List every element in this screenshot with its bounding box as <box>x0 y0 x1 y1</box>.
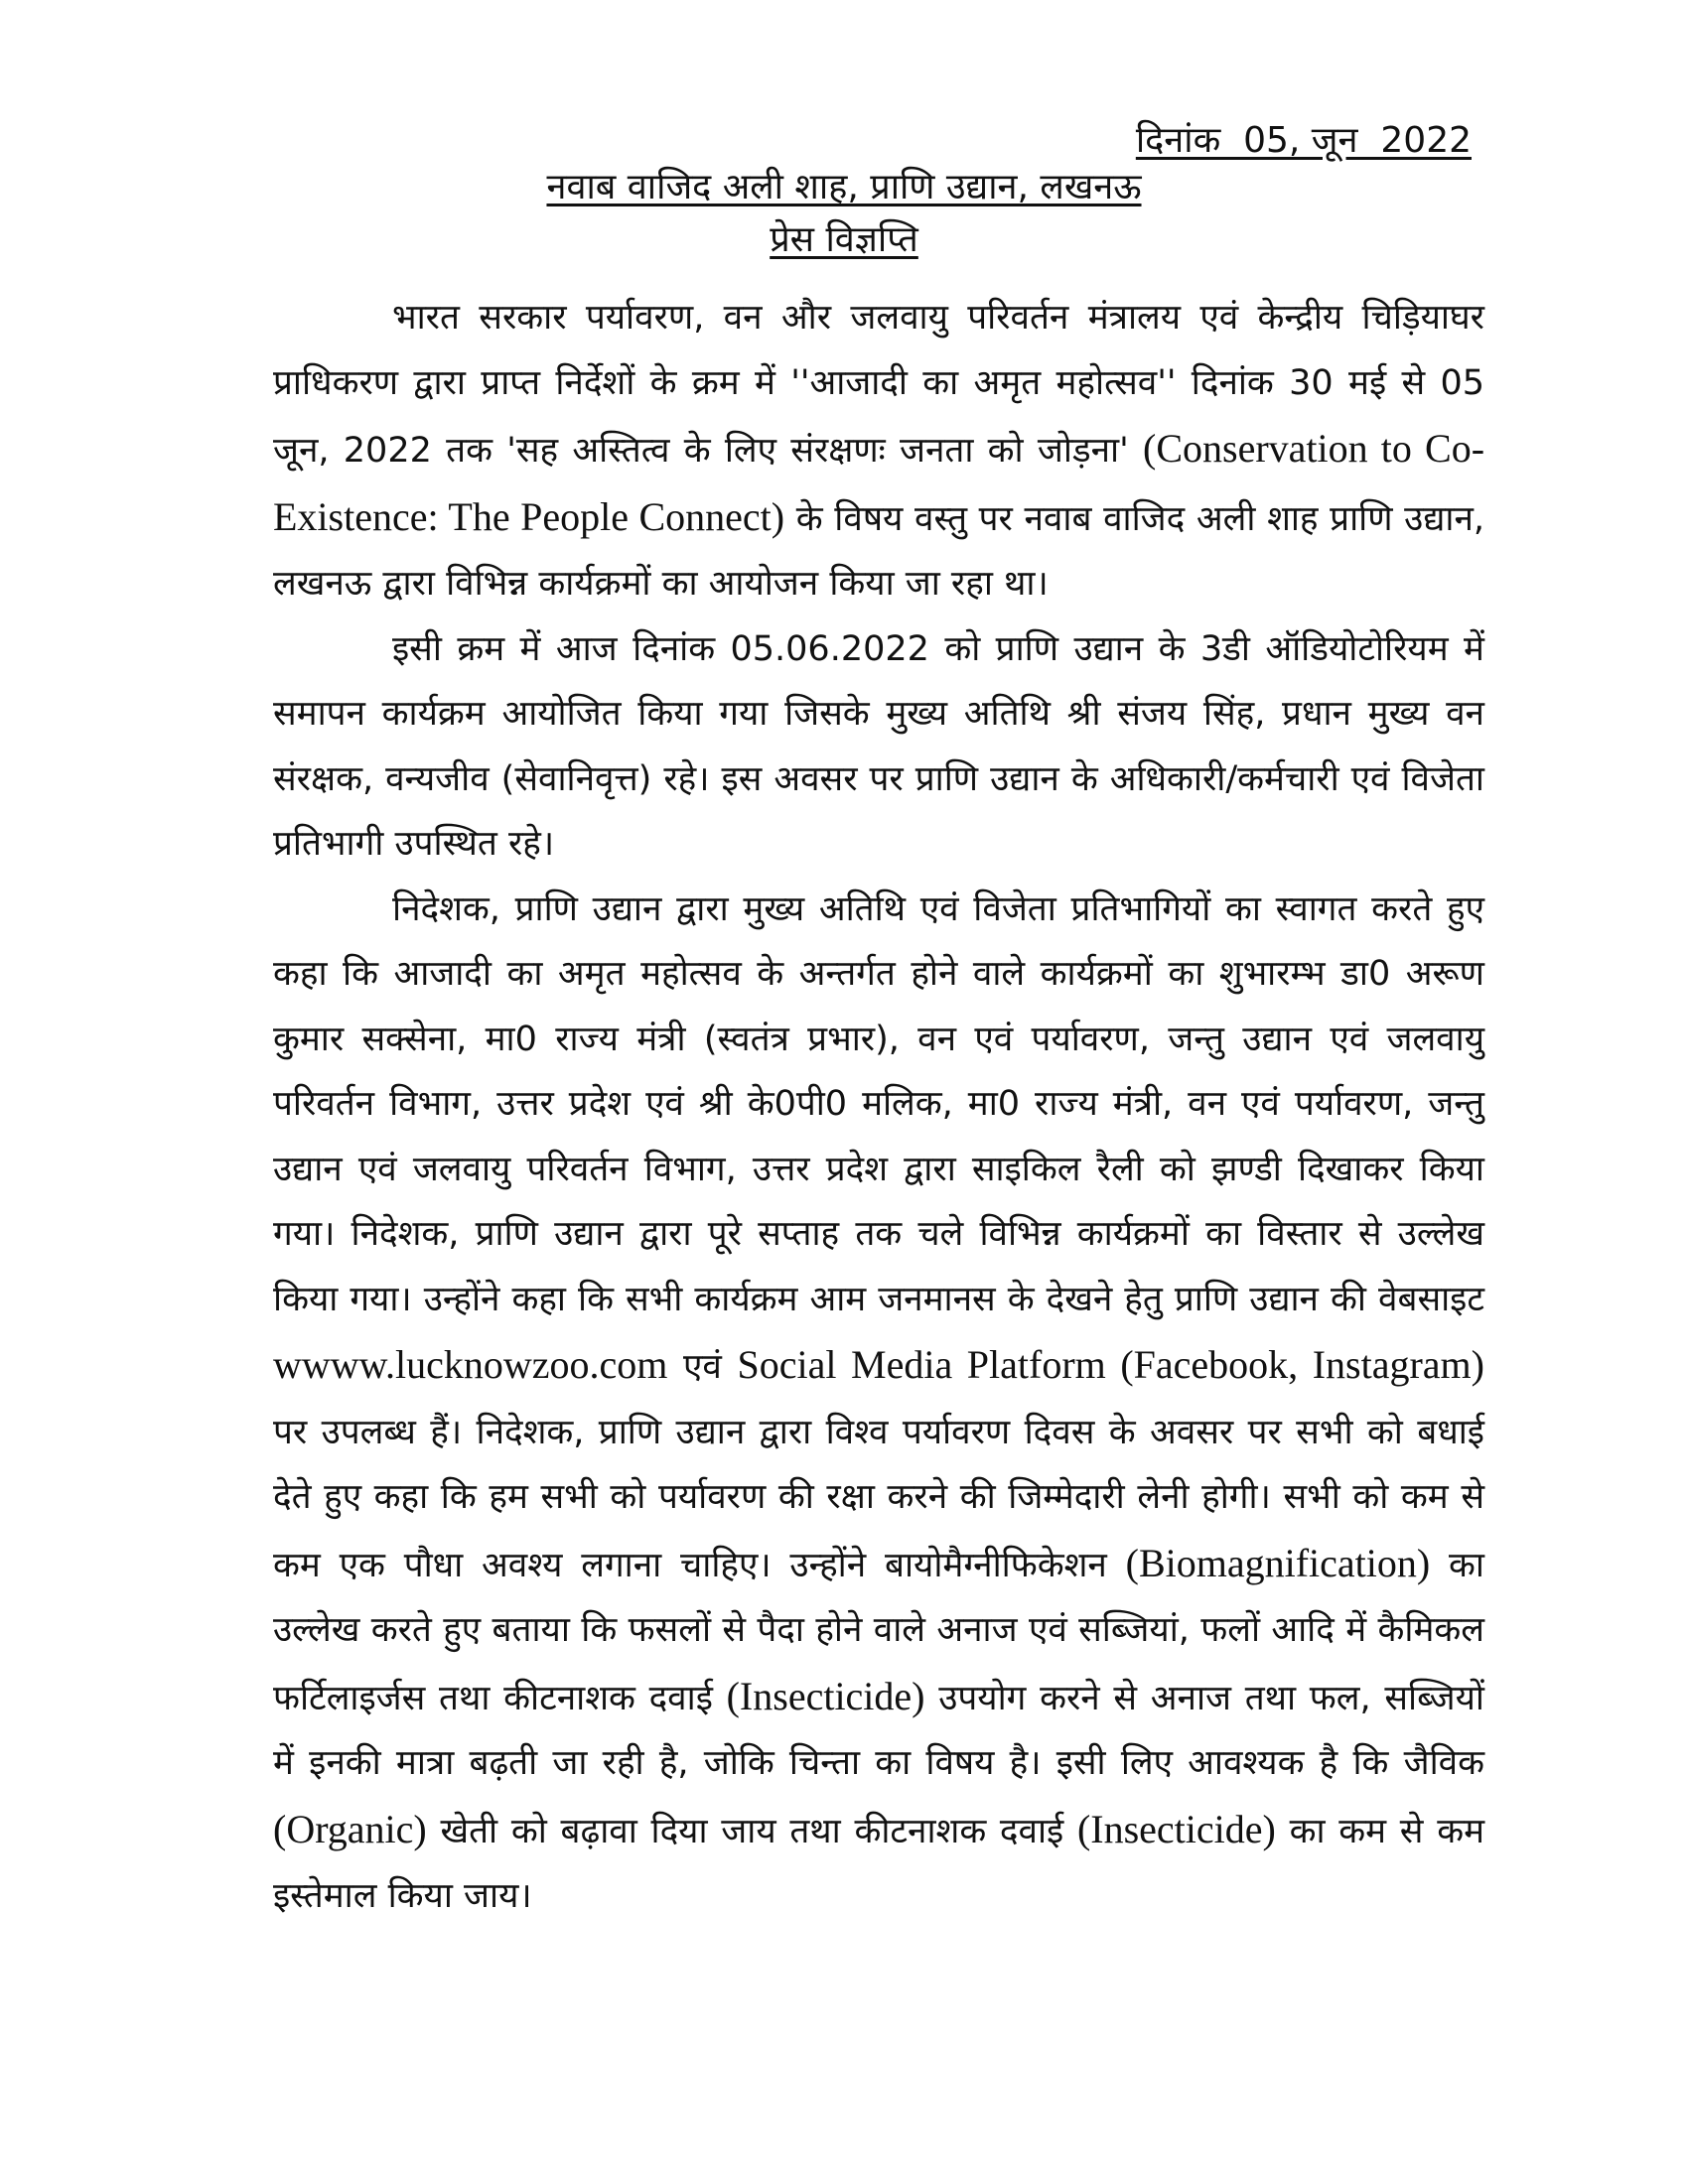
paragraph-1-english-theme: (Conservation to Co-Existence: The People Connect) <box>273 426 1485 539</box>
paragraph-2: इसी क्रम में आज दिनांक 05.06.2022 को प्राणि उद्यान के 3डी ऑडियोटोरियम में समापन कार्यक्रम आयोजित किया गया जिसके मुख्य अतिथि श्री संजय सिंह, प्रधान मुख्य वन संरक्षक, वन्यजीव (सेवानिवृत्त) रहे। इस अवसर पर प्राणि उद्यान के अधिकारी/कर्मचारी एवं विजेता प्रतिभागी उपस्थित रहे। <box>273 628 1484 864</box>
paragraph-3-text-d: का उल्लेख करते हुए बताया कि फसलों से पैदा होने वाले अनाज एवं सब्जियां, फलों आदि में कैमिकल फर्टिलाइर्जस तथा कीटनाशक दवाई <box>273 1545 1484 1718</box>
release-body <box>273 286 1484 1930</box>
paragraph-3-text-e: उपयोग करने से अनाज तथा फल, सब्जियों में इनकी मात्रा बढ़ती जा रही है, जोकि चिन्ता का विषय है। इसी लिए आवश्यक है कि जैविक <box>273 1678 1484 1783</box>
paragraph-3-text-a: निदेशक, प्राणि उद्यान द्वारा मुख्य अतिथि एवं विजेता प्रतिभागियों का स्वागत करते हुए कहा कि आजादी का अमृत महोत्सव के अन्तर्गत होने वाले कार्यक्रमों का शुभारम्भ डा0 अरूण कुमार सक्सेना, मा0 राज्य मंत्री (स्वतंत्र प्रभार), वन एवं पर्यावरण, जन्तु उद्यान एवं जलवायु परिवर्तन विभाग, उत्तर प्रदेश एवं श्री के0पी0 मलिक, मा0 राज्य मंत्री, वन एवं पर्यावरण, जन्तु उद्यान एवं जलवायु परिवर्तन विभाग, उत्तर प्रदेश द्वारा साइकिल रैली को झण्डी दिखाकर किया गया। निदेशक, प्राणि उद्यान द्वारा पूरे सप्ताह तक चले विभिन्न कार्यक्रमों का विस्तार से उल्लेख किया गया। उन्होंने कहा कि सभी कार्यक्रम आम जनमानस के देखने हेतु प्राणि उद्यान की वेबसाइट <box>273 888 1484 1319</box>
release-date: दिनांक 05, जून 2022 <box>1135 120 1472 161</box>
paragraph-1 <box>273 286 1484 617</box>
insecticide-term-2: (Insecticide) <box>1076 1806 1276 1851</box>
paragraph-1-text-b: के विषय वस्तु पर नवाब वाजिद अली शाह प्राणि उद्यान, लखनऊ द्वारा विभिन्न कार्यक्रमों का आयोजन किया जा रहा था। <box>273 498 1485 604</box>
paragraph-3-text-f: खेती को बढ़ावा दिया जाय तथा कीटनाशक दवाई <box>426 1811 1077 1851</box>
website-url: wwww.lucknowzoo.com <box>273 1342 668 1387</box>
organization-title <box>0 164 1688 211</box>
social-media-platforms: Social Media Platform (Facebook, Instagram) <box>737 1342 1484 1387</box>
document-title <box>0 216 1688 264</box>
paragraph-1-text-a: भारत सरकार पर्यावरण, वन और जलवायु परिवर्तन मंत्रालय एवं केन्द्रीय चिड़ियाघर प्राधिकरण द्वारा प्राप्त निर्देशों के क्रम में ''आजादी का अमृत महोत्सव'' दिनांक 30 मई से 05 जून, 2022 तक 'सह अस्तित्व के लिए संरक्षणः जनता को जोड़ना' <box>273 298 1484 471</box>
paragraph-3 <box>273 878 1484 1930</box>
organic-term: (Organic) <box>273 1806 427 1851</box>
document-title-text: प्रेस विज्ञप्ति <box>770 219 918 260</box>
organization-title-text: नवाब वाजिद अली शाह, प्राणि उद्यान, लखनऊ <box>546 167 1142 207</box>
paragraph-3-text-g: का कम से कम इस्तेमाल किया जाय। <box>273 1811 1485 1916</box>
paragraph-3-text-b: एवं <box>667 1347 738 1387</box>
insecticide-term-1: (Insecticide) <box>726 1673 925 1718</box>
biomagnification-term: (Biomagnification) <box>1125 1540 1431 1585</box>
paragraph-3-text-c: पर उपलब्ध हैं। निदेशक, प्राणि उद्यान द्वारा विश्व पर्यावरण दिवस के अवसर पर सभी को बधाई देते हुए कहा कि हम सभी को पर्यावरण की रक्षा करने की जिम्मेदारी लेनी होगी। सभी को कम से कम एक पौधा अवश्य लगाना चाहिए। उन्होंने बायोमैग्नीफिकेशन <box>273 1412 1484 1585</box>
